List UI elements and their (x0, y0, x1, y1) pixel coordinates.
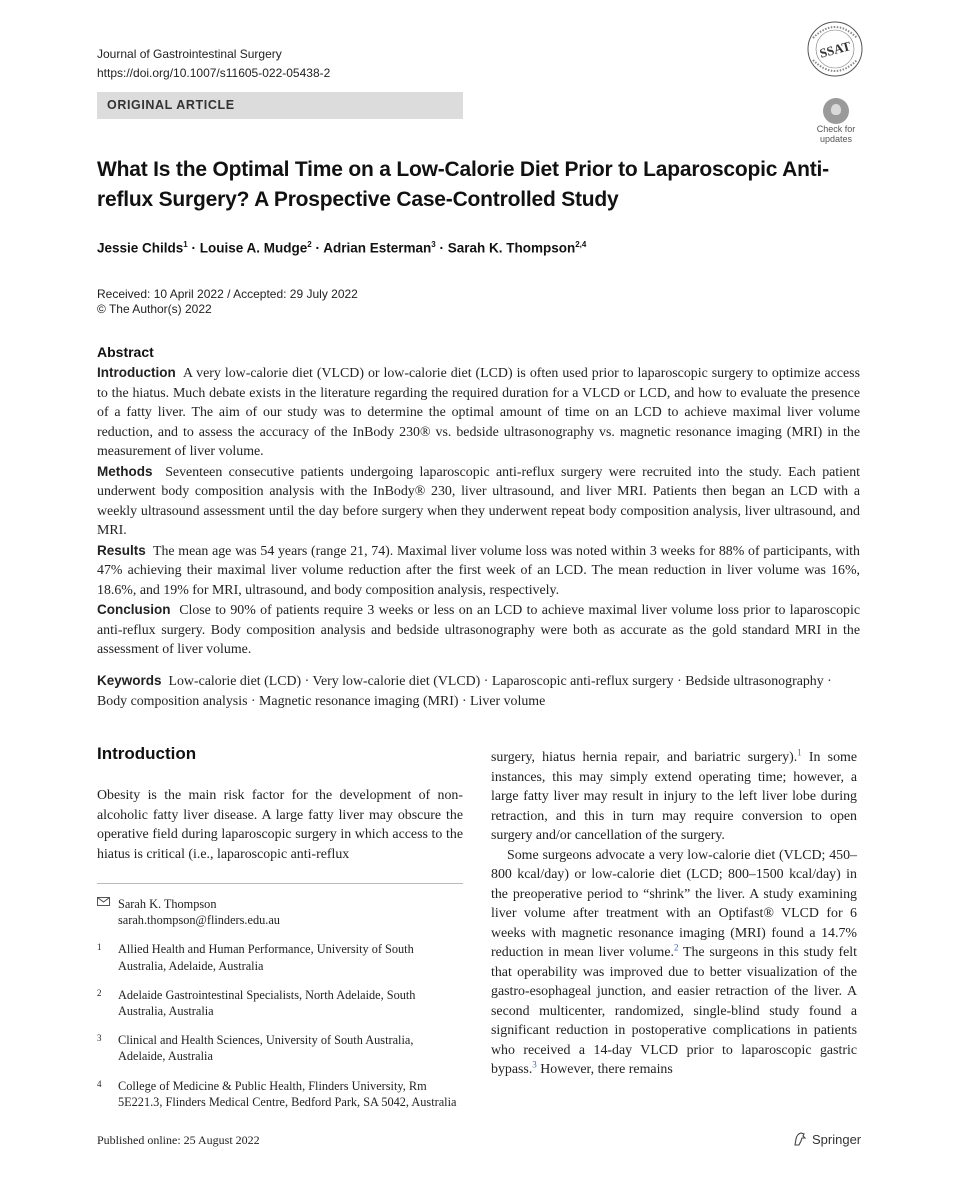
check-updates-line2: updates (819, 134, 853, 144)
author-list (97, 240, 586, 256)
author-separator: · (435, 240, 448, 256)
paragraph-text: The surgeons in this study felt that operability was improved due to better visualization of the gastro-esophageal junction, and easier retraction of the liver. A second multicenter, randomized, single-blind study found a significant reduction in postoperative complications in patients who received a 14-day VLCD prior to laparoscopic gastric bypass. (491, 945, 857, 1077)
published-online-date: Published online: 25 August 2022 (97, 1133, 260, 1147)
affiliation-text: Clinical and Health Sciences, University of South Australia, Adelaide, Australia (118, 1033, 414, 1064)
affiliation (97, 941, 463, 973)
affiliation-number: 3 (97, 1033, 102, 1044)
keywords (97, 671, 860, 711)
affiliation-number: 4 (97, 1078, 102, 1089)
introduction-left-column: Obesity is the main risk factor for the development of non-alcoholic fatty liver disease. A large fatty liver may obscure the operative field during laparoscopic surgery in which access to the hiatus is critical (i.e., laparoscopic anti-reflux (97, 788, 463, 862)
abstract-body (97, 363, 860, 660)
citation-link[interactable]: 2 (673, 942, 679, 953)
crossmark-icon (823, 98, 849, 124)
abstract-section-conclusion (97, 600, 860, 660)
author-name[interactable]: Adrian Esterman (323, 240, 432, 256)
affiliation (97, 1032, 463, 1064)
check-updates-line1: Check for (816, 124, 856, 134)
introduction-heading: Introduction (97, 744, 197, 763)
envelope-icon (97, 897, 110, 906)
ssat-logo-text: SSAT (817, 38, 853, 61)
abstract-section-label: Methods (97, 463, 153, 479)
journal-name: Journal of Gastrointestinal Surgery (97, 47, 282, 61)
article-type-label: ORIGINAL ARTICLE (107, 98, 235, 112)
keywords-text: Low-calorie diet (LCD) · Very low-calorie diet (VLCD) · Laparoscopic anti-reflux surgery · Bedside ultrasonography · Body composition analysis · Magnetic resonance imaging (MRI) · Liver volume (97, 674, 832, 709)
affiliation-number: 1 (97, 942, 102, 953)
article-title: What Is the Optimal Time on a Low-Calorie Diet Prior to Laparoscopic Anti-reflux Surgery? A Prospective Case-Controlled Study (97, 158, 829, 211)
author-affiliation-ref: 2,4 (575, 240, 587, 249)
abstract-section-label: Results (97, 542, 146, 558)
author-affiliation-ref: 2 (307, 240, 312, 249)
paragraph-text: However, there remains (536, 1062, 673, 1077)
received-accepted-dates: Received: 10 April 2022 / Accepted: 29 July 2022 (97, 287, 358, 301)
correspondence-name: Sarah K. Thompson (118, 897, 217, 911)
abstract-section-text: Seventeen consecutive patients undergoing laparoscopic anti-reflux surgery were recruited into the study. Each patient underwent body composition analysis with the InBody® 230, liver ultrasound, and liver MRI. Patients then began an LCD with a weekly ultrasound assessment until the day before surgery when they underwent repeat body composition analysis, liver ultrasound, and MRI. (97, 464, 860, 538)
paragraph-text: In some instances, this may simply extend operating time; however, a large fatty liver may result in injury to the left liver lobe during retraction, and this in turn may require conversion to open surgery and/or cancellation of the surgery. (491, 750, 857, 843)
abstract-section-text: A very low-calorie diet (VLCD) or low-calorie diet (LCD) is often used prior to laparoscopic surgery to optimize access to the hiatus. Much debate exists in the literature regarding the required duration for a VLCD or LCD, and how to evaluate the presence of a fatty liver. The aim of our study was to determine the optimal amount of time on an LCD to achieve maximal liver volume reduction, and to assess the accuracy of the InBody 230® vs. bedside ultrasonography vs. magnetic resonance imaging (MRI) in the measurement of liver volume. (97, 366, 860, 459)
author-separator: · (311, 240, 324, 256)
footnotes (97, 896, 463, 1123)
article-type-banner (97, 92, 463, 119)
abstract-section-results (97, 541, 860, 601)
author-affiliation-ref: 3 (431, 240, 436, 249)
abstract-section-label: Introduction (97, 365, 176, 380)
affiliation (97, 1078, 463, 1110)
publisher-name: Springer (812, 1132, 862, 1147)
author-affiliation-ref: 1 (183, 240, 188, 249)
citation-link[interactable]: 3 (532, 1059, 537, 1070)
affiliation (97, 987, 463, 1019)
doi-link[interactable]: https://doi.org/10.1007/s11605-022-05438-2 (97, 66, 331, 80)
abstract-section-text: The mean age was 54 years (range 21, 74). Maximal liver volume loss was noted within 3 weeks for 88% of participants, with 47% achieving their maximal liver volume reduction after the first week of an LCD. The mean reduction in liver volume was 16%, 18.6%, and 19% for MRI, ultrasound, and body composition analysis, respectively. (97, 543, 860, 598)
abstract-section-introduction (97, 363, 860, 462)
footnote-divider (97, 883, 463, 884)
paragraph-text: Some surgeons advocate a very low-calorie diet (VLCD; 450–800 kcal/day) or low-calorie diet (LCD; 800–1500 kcal/day) in the preoperative period to “shrink” the liver. A study examining liver volume after treatment with an Optifast® VLCD for 6 weeks with magnetic resonance imaging (MRI) found a 14.7% reduction in mean liver volume. (491, 847, 857, 960)
introduction-right-column (491, 748, 857, 1080)
ssat-logo (804, 18, 866, 84)
paragraph-text: surgery, hiatus hernia repair, and bariatric surgery). (491, 750, 798, 765)
springer-horse-icon (792, 1131, 808, 1147)
abstract-section-methods (97, 462, 860, 541)
copyright-notice: © The Author(s) 2022 (97, 302, 212, 316)
abstract-section-label: Conclusion (97, 602, 171, 617)
author-name[interactable]: Jessie Childs (97, 240, 184, 256)
affiliation-text: Adelaide Gastrointestinal Specialists, North Adelaide, South Australia, Australia (118, 987, 416, 1019)
author-separator: · (187, 240, 200, 256)
affiliation-text: College of Medicine & Public Health, Flinders University, Rm 5E221.3, Flinders Medical Centre, Bedford Park, SA 5042, Australia (118, 1078, 457, 1109)
affiliation-number: 2 (97, 987, 102, 998)
author-name[interactable]: Louise A. Mudge (199, 240, 308, 256)
abstract-heading: Abstract (97, 344, 154, 360)
abstract-section-text: Close to 90% of patients require 3 weeks or less on an LCD to achieve maximal liver volume loss prior to laparoscopic anti-reflux surgery. Body composition analysis and bedside ultrasonography were both as accurate as the gold standard MRI in the assessment of liver volume. (97, 603, 860, 657)
citation-link[interactable]: 1 (797, 747, 802, 758)
check-for-updates-button[interactable] (808, 98, 864, 144)
springer-logo (792, 1131, 861, 1149)
correspondence (97, 896, 463, 928)
paragraph (491, 748, 857, 846)
keywords-label: Keywords (97, 673, 162, 688)
author-name[interactable]: Sarah K. Thompson (447, 240, 576, 256)
correspondence-email[interactable]: sarah.thompson@flinders.edu.au (118, 913, 280, 928)
affiliation-text: Allied Health and Human Performance, University of South Australia, Adelaide, Australia (118, 942, 414, 973)
paragraph (491, 846, 857, 1080)
